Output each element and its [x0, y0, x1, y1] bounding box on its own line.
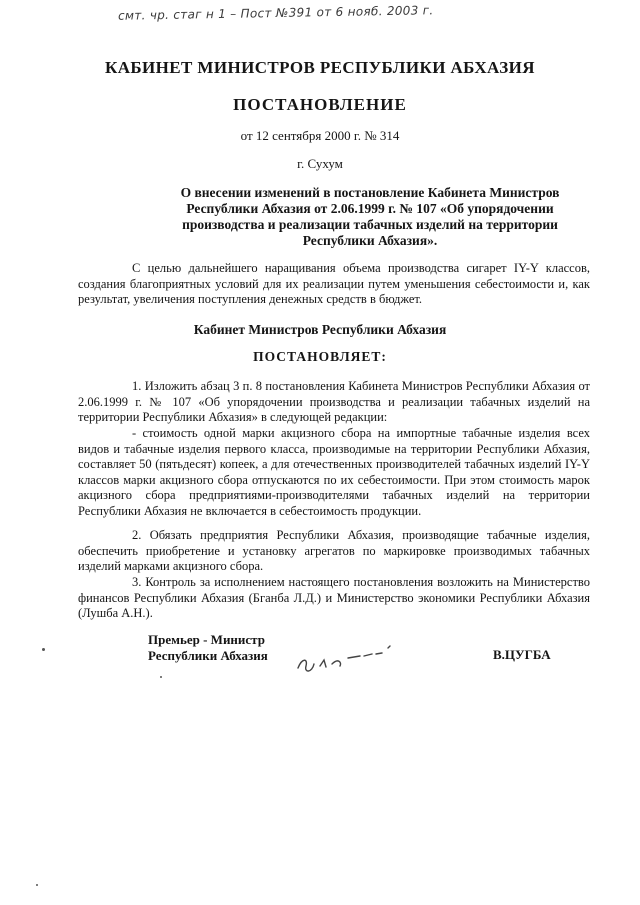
scan-speck [160, 676, 162, 678]
item-1-paragraph: 1. Изложить абзац 3 п. 8 постановления Кабинета Министров Республики Абхазия от 2.06.1999 г. № 107 «Об упорядочении производства и реализации табачных изделий на территории Республики Абхазия» в следующей редакции: [78, 379, 590, 425]
scan-speck [42, 648, 45, 651]
subject-heading: О внесении изменений в постановление Кабинета Министров Республики Абхазия от 2.06.1999 г. № 107 «Об упорядочении производства и реализации табачных изделий на территории Республики Абхазия». [180, 185, 560, 248]
signatory-title-line-2: Республики Абхазия [148, 648, 268, 663]
cabinet-heading: КАБИНЕТ МИНИСТРОВ РЕСПУБЛИКИ АБХАЗИЯ [105, 58, 535, 77]
item-1-text-paragraph: - стоимость одной марки акцизного сбора на импортные табачные изделия всех видов и табачные изделия первого класса, производимые на территории Республики Абхазия, составляет 50 (пятьдесят) копеек, а для отечественных производителей табачных изделий IY-Y классов марки акцизного сбора отпускаются по их себестоимости. При этом стоимость марок акцизного сбора предприятиями-производителями табачных изделий на территории Республики Абхазия не включается в себестоимость продукции. [78, 426, 590, 518]
signatory-title [148, 632, 268, 664]
item-2-paragraph: 2. Обязать предприятия Республики Абхазия, производящие табачные изделия, обеспечить приобретение и установку агрегатов по маркировке производимых табачных изделий марками акцизного сбора. [78, 528, 590, 574]
intro-paragraph: С целью дальнейшего наращивания объема производства сигарет IY-Y классов, создания благоприятных условий для их реализации путем уменьшения себестоимости и, как результат, увеличения поступления денежных средств в бюджет. [78, 261, 590, 307]
document-type-heading: ПОСТАНОВЛЕНИЕ [233, 95, 407, 114]
signatory-name: В.ЦУГБА [493, 647, 551, 662]
city-line: г. Сухум [297, 156, 343, 171]
signatory-title-line-1: Премьер - Министр [148, 632, 265, 647]
handwritten-signature [290, 640, 420, 680]
handwritten-note: смт. чр. стаг н 1 – Пост №391 от 6 нояб. 2003 г. [117, 3, 434, 23]
cabinet-line: Кабинет Министров Республики Абхазия [193, 322, 447, 337]
decree-heading: ПОСТАНОВЛЯЕТ: [253, 349, 387, 364]
item-3-paragraph: 3. Контроль за исполнением настоящего постановления возложить на Министерство финансов Республики Абхазия (Бганба Л.Д.) и Министерство экономики Республики Абхазия (Лушба А.Н.). [78, 575, 590, 621]
scan-speck [36, 884, 38, 886]
date-number-line: от 12 сентября 2000 г. № 314 [240, 128, 400, 143]
